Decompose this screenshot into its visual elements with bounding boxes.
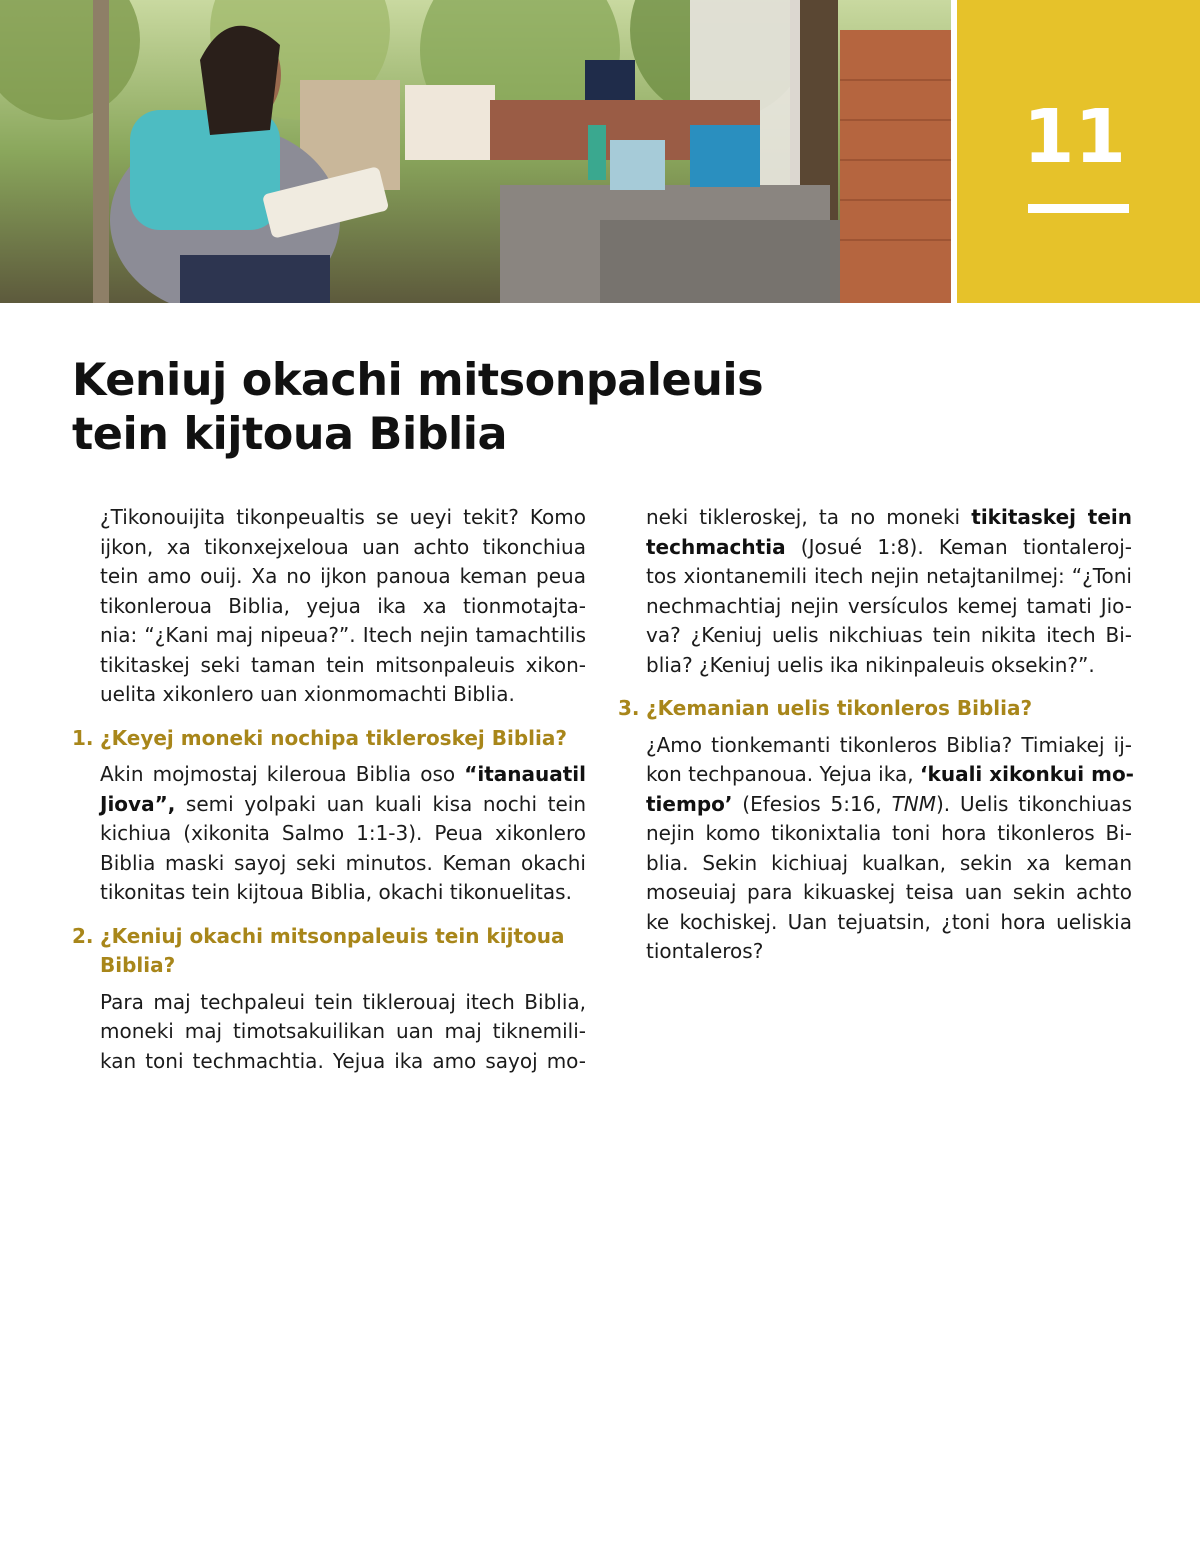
answer-line: moseuiaj para kikuaskej teisa uan sekin achto xyxy=(646,880,1132,904)
answer-line: nechmachtiaj nejin versículos kemej tamati Jio- xyxy=(646,593,1132,618)
answer-line: moneki maj timotsakuilikan uan maj tiknemili- xyxy=(100,1019,586,1043)
answer-line: techmachtia (Josué 1:8). Keman tiontaleroj- xyxy=(646,534,1132,559)
right-column xyxy=(618,503,1132,967)
lesson-number-badge xyxy=(957,0,1200,303)
answer-line: Para maj techpaleui tein tiklerouaj itech Biblia, xyxy=(100,989,586,1014)
question-3 xyxy=(618,694,1132,724)
answer-line: va? ¿Keniuj uelis nikchiuas tein nikita itech Bi- xyxy=(646,623,1132,647)
page-title xyxy=(72,354,763,462)
answer-line: tiempo’ (Efesios 5:16, TNM). Uelis tikonchiuas xyxy=(646,791,1132,816)
answer-line: neki tikleroskej, ta no moneki tikitaskej tein xyxy=(646,505,1132,529)
answer-2-continued xyxy=(646,503,1132,680)
answer-line: blia? ¿Keniuj uelis ika nikinpaleuis oksekin?”. xyxy=(646,652,1095,677)
answer-line: Akin mojmostaj kileroua Biblia oso “itanauatil xyxy=(100,762,586,786)
question-text: ¿Keniuj okachi mitsonpaleuis tein kijtoua xyxy=(100,923,565,948)
answer-2 xyxy=(100,988,586,1077)
lesson-number: 11 xyxy=(1023,94,1126,180)
answer-line: Biblia maski sayoj seki minutos. Keman okachi xyxy=(100,850,586,875)
intro-line: tikitaskej seki taman tein mitsonpaleuis xikon- xyxy=(100,652,586,677)
header-photo xyxy=(0,0,951,303)
answer-1 xyxy=(100,760,586,908)
page-title-line-2: tein kijtoua Biblia xyxy=(72,409,508,460)
intro-line: nia: “¿Kani maj nipeua?”. Itech nejin tamachtilis xyxy=(100,623,586,647)
intro-line: ijkon, xa tikonxejxeloua uan achto tikonchiua xyxy=(100,534,586,559)
intro-line: uelita xikonlero uan xionmomachti Biblia. xyxy=(100,682,515,706)
question-text: Biblia? xyxy=(100,953,176,977)
question-text: ¿Kemanian uelis tikonleros Biblia? xyxy=(646,696,1033,720)
answer-line: tikonitas tein kijtoua Biblia, okachi tikonuelitas. xyxy=(100,880,572,904)
intro-line: tein amo ouij. Xa no ijkon panoua keman peua xyxy=(100,564,586,588)
answer-line: Jiova”, semi yolpaki uan kuali kisa nochi tein xyxy=(100,791,586,816)
lesson-number-underline xyxy=(1028,204,1129,213)
answer-line: tiontaleros? xyxy=(646,939,764,963)
question-number: 3. xyxy=(618,696,640,720)
question-1 xyxy=(72,724,586,754)
question-number: 1. xyxy=(72,725,94,750)
answer-line: kichiua (xikonita Salmo 1:1-3). Peua xikonlero xyxy=(100,821,586,845)
woman-reading-bible-photo xyxy=(0,0,951,303)
intro-paragraph xyxy=(100,503,586,710)
answer-line: nejin komo tikonixtalia toni hora tikonleros Bi- xyxy=(646,821,1132,845)
answer-line: ¿Amo tionkemanti tikonleros Biblia? Timiakej ij- xyxy=(646,732,1132,757)
answer-line: tos xiontanemili itech nejin netajtanilmej: “¿Toni xyxy=(646,564,1132,588)
answer-line: ke kochiskej. Uan tejuatsin, ¿toni hora ueliskia xyxy=(646,909,1132,934)
page-title-line-1: Keniuj okachi mitsonpaleuis xyxy=(72,355,764,406)
left-column xyxy=(72,503,586,1076)
answer-3 xyxy=(646,731,1132,967)
question-2 xyxy=(72,922,586,981)
question-number: 2. xyxy=(72,923,94,948)
intro-line: ¿Tikonouijita tikonpeualtis se ueyi tekit? Komo xyxy=(100,505,586,529)
question-text: ¿Keyej moneki nochipa tikleroskej Biblia? xyxy=(100,725,567,750)
answer-line: blia. Sekin kichiuaj kualkan, sekin xa keman xyxy=(646,850,1132,875)
intro-line: tikonleroua Biblia, yejua ika xa tionmotajta- xyxy=(100,593,586,618)
answer-line: kan toni techmachtia. Yejua ika amo sayoj mo- xyxy=(100,1048,586,1073)
answer-line: kon techpanoua. Yejua ika, ‘kuali xikonkui mo- xyxy=(646,762,1134,786)
